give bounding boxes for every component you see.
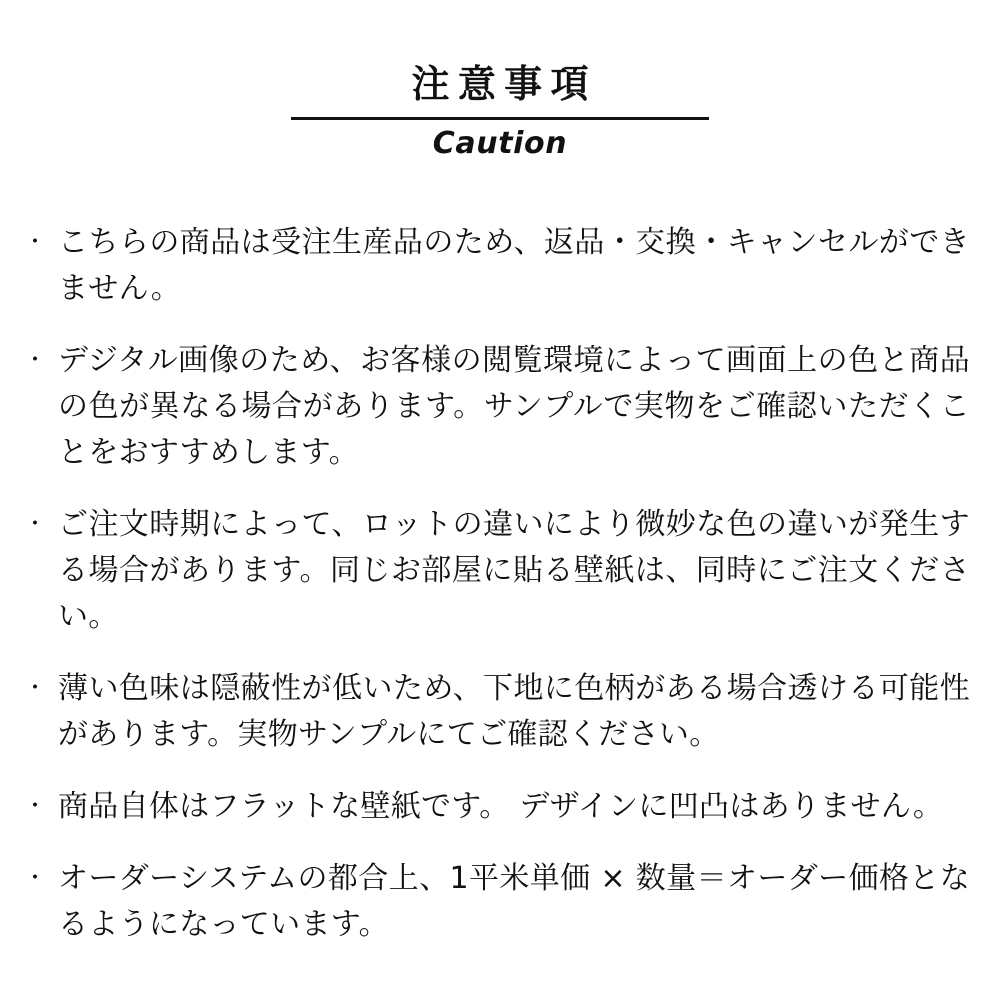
- bullet-marker: ・: [24, 865, 47, 891]
- list-item-text: オーダーシステムの都合上、1平米単価 × 数量＝オーダー価格となるようになっています。: [58, 860, 970, 942]
- list-item-text: デジタル画像のため、お客様の閲覧環境によって画面上の色と商品の色が異なる場合があります。サンプルで実物をご確認いただくことをおすすめします。: [58, 342, 970, 470]
- title-underline-rule: [291, 117, 709, 120]
- list-item-text: 薄い色味は隠蔽性が低いため、下地に色柄がある場合透ける可能性があります。実物サンプルにてご確認ください。: [58, 670, 970, 752]
- list-item: [22, 856, 970, 948]
- list-item: [22, 338, 970, 476]
- bullet-marker: ・: [24, 511, 47, 537]
- list-item: [22, 666, 970, 758]
- list-item: [22, 784, 970, 830]
- caution-list: [0, 162, 1000, 948]
- list-item: [22, 220, 970, 312]
- bullet-marker: ・: [24, 347, 47, 373]
- page-title-english: Caution: [432, 125, 568, 161]
- caution-header: [0, 0, 1000, 162]
- bullet-marker: ・: [24, 675, 47, 701]
- page-title-japanese: 注意事項: [411, 62, 597, 106]
- bullet-marker: ・: [24, 793, 47, 819]
- list-item-text: こちらの商品は受注生産品のため、返品・交換・キャンセルができません。: [58, 224, 970, 306]
- list-item-text: ご注文時期によって、ロットの違いにより微妙な色の違いが発生する場合があります。同じお部屋に貼る壁紙は、同時にご注文ください。: [58, 506, 970, 634]
- list-item: [22, 502, 970, 640]
- list-item-text: 商品自体はフラットな壁紙です。 デザインに凹凸はありません。: [58, 788, 944, 824]
- bullet-marker: ・: [24, 229, 47, 255]
